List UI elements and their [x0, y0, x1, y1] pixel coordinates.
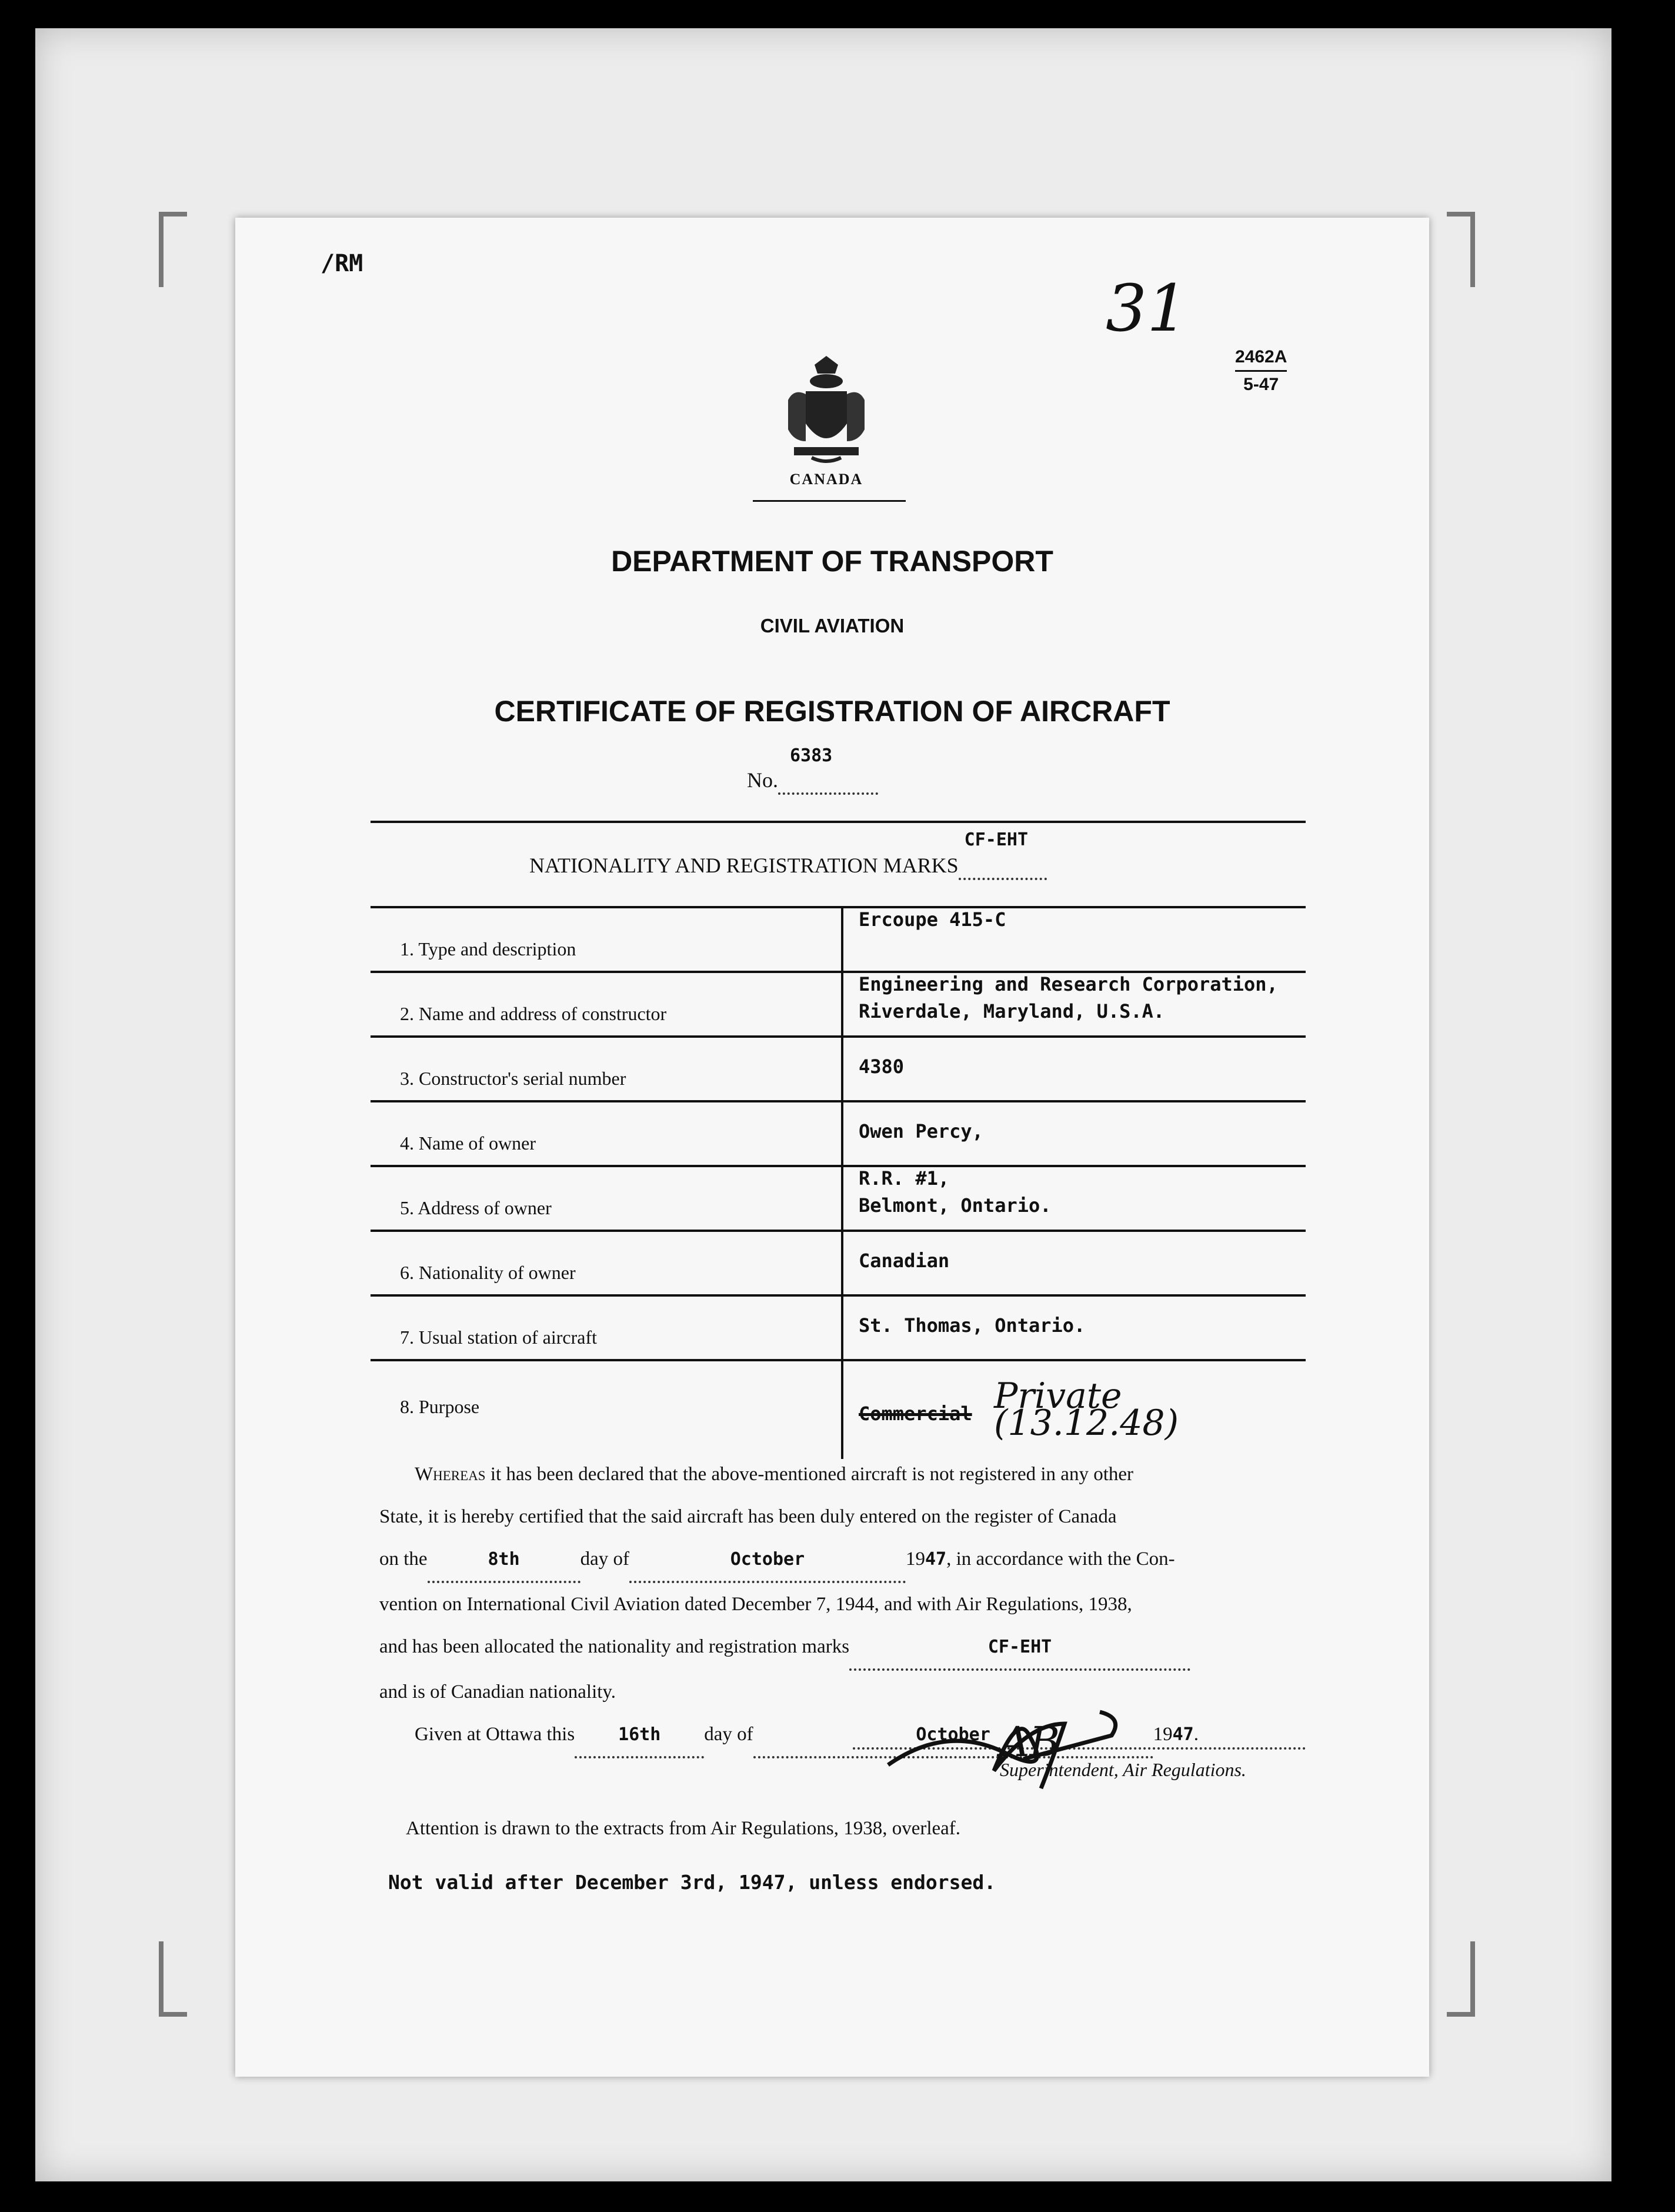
table-row — [371, 1294, 1306, 1361]
table-row — [371, 1100, 1306, 1167]
serial-value: 4380 — [859, 1055, 905, 1078]
owner-nationality-value: Canadian — [859, 1250, 950, 1272]
registration-month: October — [730, 1549, 805, 1570]
type-label: 1. Type and description — [400, 938, 576, 960]
constructor-value — [859, 971, 1278, 1025]
certificate-number: 6383 — [790, 745, 833, 766]
given-day-of: day of — [704, 1724, 753, 1745]
registration-marks-value: CF-EHT — [964, 830, 1029, 850]
declaration-marks-line — [379, 1625, 1297, 1671]
initials-mark: /RM — [321, 250, 363, 277]
coat-of-arms-icon — [782, 353, 870, 465]
declaration-text-5: and has been allocated the nationality and registration marks — [379, 1636, 850, 1657]
given-year-prefix: 19 — [1153, 1724, 1173, 1745]
table-row — [371, 906, 1306, 973]
type-value: Ercoupe 415-C — [859, 908, 1006, 931]
given-year: 47 — [1172, 1724, 1194, 1745]
form-code-bottom: 5-47 — [1243, 375, 1279, 394]
validity-note: Not valid after December 3rd, 1947, unless endorsed. — [388, 1871, 996, 1894]
declaration-text-3: , in accordance with the Con- — [946, 1548, 1175, 1570]
table-row — [371, 1359, 1306, 1453]
declaration-text-4: vention on International Civil Aviation dated December 7, 1944, and with Air Regulations, 1938, — [379, 1594, 1132, 1615]
owner-address-label: 5. Address of owner — [400, 1197, 552, 1218]
table-row — [371, 1035, 1306, 1102]
purpose-value-struck: Commercial — [859, 1403, 972, 1425]
certificate-number-row — [747, 745, 878, 795]
day-of: day of — [580, 1548, 629, 1570]
certificate-page — [235, 218, 1429, 2077]
given-day: 16th — [618, 1724, 661, 1745]
certificate-title: CERTIFICATE OF REGISTRATION OF AIRCRAFT — [494, 695, 1170, 728]
station-label: 7. Usual station of aircraft — [400, 1327, 597, 1348]
owner-value: Owen Percy, — [859, 1120, 983, 1142]
page-number: 31 — [1106, 271, 1188, 346]
serial-label: 3. Constructor's serial number — [400, 1068, 626, 1089]
constructor-address: Riverdale, Maryland, U.S.A. — [859, 1000, 1165, 1022]
year-prefix: 19 — [905, 1548, 925, 1570]
purpose-handwritten: Private (13.12.48) — [994, 1375, 1179, 1444]
declaration-date-line — [379, 1538, 1297, 1583]
frame-corner-top-left — [159, 212, 187, 287]
signatory-title: Superintendent, Air Regulations. — [1000, 1759, 1246, 1780]
registration-day: 8th — [488, 1549, 520, 1570]
station-value: St. Thomas, Ontario. — [859, 1314, 1086, 1337]
column-divider — [841, 906, 843, 1459]
declaration-line — [379, 1453, 1297, 1495]
frame-corner-bottom-left — [159, 1941, 187, 2017]
constructor-label: 2. Name and address of constructor — [400, 1003, 667, 1024]
registration-marks-row — [529, 830, 1047, 880]
given-end: . — [1193, 1724, 1199, 1745]
form-code — [1235, 344, 1287, 398]
purpose-label: 8. Purpose — [400, 1396, 480, 1417]
owner-label: 4. Name of owner — [400, 1132, 536, 1154]
registration-year: 47 — [925, 1549, 947, 1570]
country-label: CANADA — [789, 471, 863, 488]
branch-heading: CIVIL AVIATION — [760, 615, 905, 637]
registration-marks-label: NATIONALITY AND REGISTRATION MARKS — [529, 854, 959, 877]
table-row — [371, 1230, 1306, 1297]
divider — [371, 821, 1306, 823]
allocated-marks: CF-EHT — [987, 1637, 1052, 1657]
given-at: Given at Ottawa this — [415, 1724, 575, 1745]
form-code-top: 2462A — [1235, 344, 1287, 372]
table-row — [371, 971, 1306, 1038]
number-label: No. — [747, 768, 778, 792]
declaration-text-6: and is of Canadian nationality. — [379, 1681, 616, 1703]
frame-corner-bottom-right — [1447, 1941, 1475, 2017]
signature-initials: AB — [1000, 1718, 1060, 1766]
table-row — [371, 1165, 1306, 1232]
department-heading: DEPARTMENT OF TRANSPORT — [611, 545, 1053, 578]
on-the: on the — [379, 1548, 428, 1570]
frame-corner-top-right — [1447, 212, 1475, 287]
owner-address-line1: R.R. #1, — [859, 1167, 950, 1190]
constructor-name: Engineering and Research Corporation, — [859, 973, 1278, 995]
whereas-word: Whereas — [415, 1464, 486, 1485]
attention-note: Attention is drawn to the extracts from Air Regulations, 1938, overleaf. — [406, 1818, 961, 1839]
given-month: October — [916, 1724, 990, 1745]
owner-nationality-label: 6. Nationality of owner — [400, 1262, 576, 1283]
declaration-text-2: State, it is hereby certified that the said aircraft has been duly entered on the register of Canada — [379, 1506, 1117, 1527]
owner-address-line2: Belmont, Ontario. — [859, 1194, 1052, 1217]
divider — [753, 500, 906, 502]
owner-address-value — [859, 1165, 1052, 1219]
declaration-text-1: it has been declared that the above-mentioned aircraft is not registered in any other — [490, 1464, 1134, 1485]
